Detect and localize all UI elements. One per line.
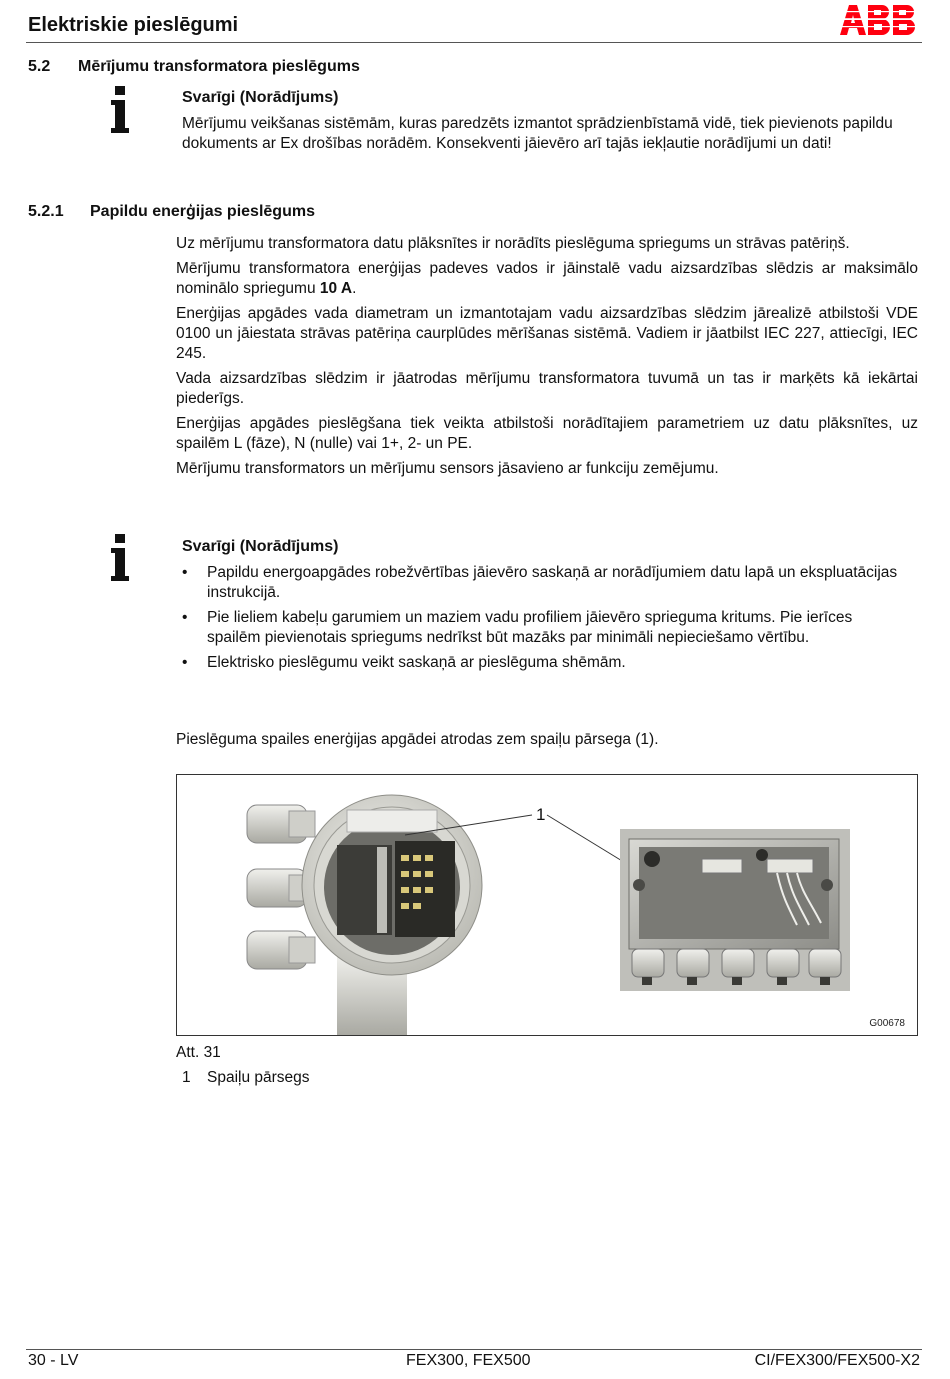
legend-label: Spaiļu pārsegs — [207, 1069, 310, 1086]
info-icon — [108, 86, 132, 134]
figure-legend-item — [182, 1069, 310, 1087]
paragraph: Mērījumu transformators un mērījumu sensors jāsavieno ar funkciju zemējumu. — [176, 460, 719, 477]
list-item: • Elektrisko pieslēgumu veikt saskaņā ar pieslēguma shēmām. — [182, 653, 902, 673]
legend-number: 1 — [182, 1069, 191, 1086]
body-text — [176, 234, 918, 484]
footer-document-id: CI/FEX300/FEX500-X2 — [754, 1352, 920, 1369]
paragraph: Enerģijas apgādes vada diametram un izmantotajam vadu aizsardzības slēdzim jārealizē atbilstoši VDE 0100 un jāiestata strāvas patēriņa caurplūdes mērīšanas sistēmā. Vadiem ir jāatbilst IEC 227, attiecīgi, IEC 245. — [176, 305, 918, 362]
info-icon — [108, 534, 132, 582]
abb-logo — [838, 4, 920, 36]
paragraph: Pieslēguma spailes enerģijas apgādei atrodas zem spaiļu pārsega (1). — [176, 731, 659, 748]
device-photo — [177, 775, 917, 1035]
paragraph: Uz mērījumu transformatora datu plāksnītes ir norādīts pieslēguma spriegums un strāvas patēriņš. — [176, 235, 850, 252]
paragraph-text: Mērījumu transformatora enerģijas padeves vados ir jāinstalē vadu aizsardzības slēdzis ar maksimālo nominālo spriegumu — [176, 260, 918, 297]
paragraph: Enerģijas apgādes pieslēgšana tiek veikta atbilstoši norādītajiem parametriem uz datu plāksnītes, uz spailēm L (fāze), N (nulle) vai 1+, 2- un PE. — [176, 415, 918, 452]
footer-rule — [26, 1349, 922, 1350]
paragraph: Vada aizsardzības slēdzim ir jāatrodas mērījumu transformatora tuvumā un tas ir marķēts kā iekārtai piederīgs. — [176, 370, 918, 407]
paragraph — [176, 259, 918, 299]
section-heading — [28, 58, 360, 76]
figure-callout-label: 1 — [536, 805, 546, 824]
paragraph-bold-value: 10 A — [319, 280, 353, 297]
header-rule — [26, 42, 922, 43]
page-header-title: Elektriskie pieslēgumi — [28, 14, 239, 36]
footer-page-number: 30 - LV — [28, 1352, 79, 1369]
figure-caption: Att. 31 — [176, 1044, 221, 1061]
note-bullet-list — [182, 563, 902, 678]
list-item: • Pie lieliem kabeļu garumiem un maziem vadu profiliem jāievēro sprieguma kritums. Pie ierīces spailēm pievienotais spriegums nedrīkst būt mazāks par minimāli nepieciešamo vērtību. — [182, 608, 902, 648]
note-text: Mērījumu veikšanas sistēmām, kuras paredzēts izmantot sprādzienbīstamā vidē, tiek pievienots papildu dokuments ar Ex drošības norādēm. Konsekventi jāievēro arī tajās iekļautie norādījumi un dati! — [182, 115, 893, 152]
note-title: Svarīgi (Norādījums) — [182, 538, 339, 555]
paragraph-text: . — [352, 280, 357, 297]
subsection-title: Papildu enerģijas pieslēgums — [90, 203, 315, 220]
note-title: Svarīgi (Norādījums) — [182, 89, 339, 106]
subsection-number: 5.2.1 — [28, 203, 64, 220]
subsection-heading — [28, 203, 315, 221]
section-number: 5.2 — [28, 58, 51, 75]
footer-product: FEX300, FEX500 — [406, 1352, 531, 1369]
figure-frame — [176, 774, 918, 1036]
list-item: • Papildu energoapgādes robežvērtības jāievēro saskaņā ar norādījumiem datu lapā un ekspluatācijas instrukcijā. — [182, 563, 902, 603]
figure-code: G00678 — [869, 1018, 905, 1029]
section-title: Mērījumu transformatora pieslēgums — [78, 58, 360, 75]
